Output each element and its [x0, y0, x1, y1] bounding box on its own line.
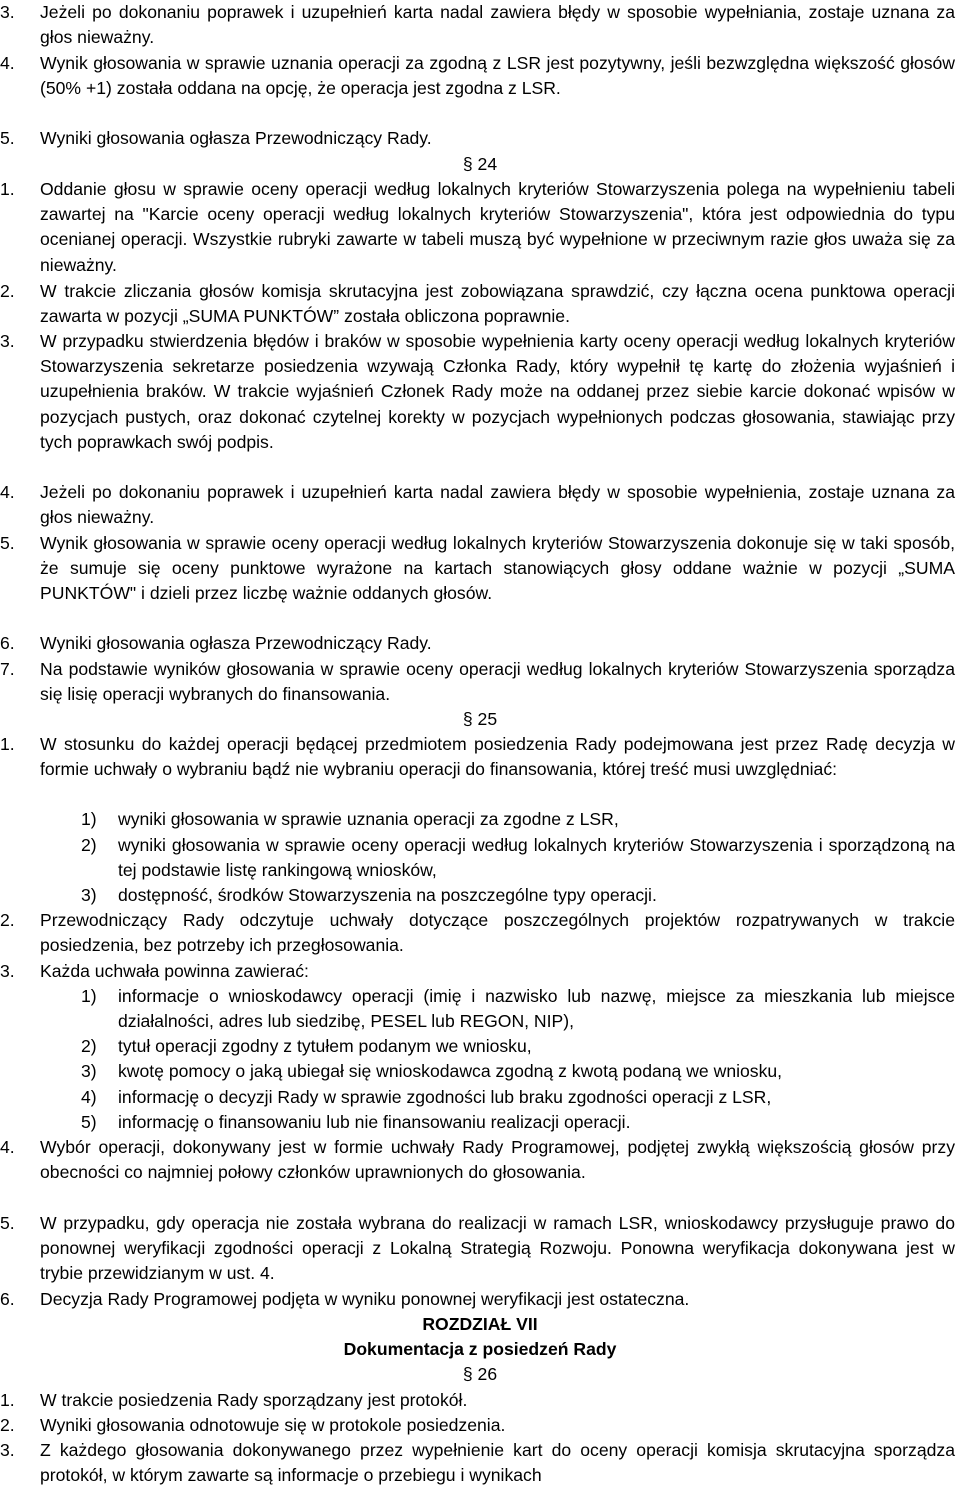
section-heading: § 25 — [462, 709, 498, 729]
item-number: 4. — [0, 1137, 15, 1157]
paragraph: W przypadku stwierdzenia błędów i braków w sposobie wypełnienia karty oceny operacji według lokalnych kryteriów Stowarzyszenia sekretarze posiedzenia wzywają Członka Rady, który wypełnił tę kartę do złożenia wyjaśnień i uzupełnienia braków. W trakcie wyjaśnień Członek Rady może na oddanej przez siebie karcie dokonać wpisów w pozycjach pustych, oraz dokonać czytelnej korekty w pozycjach wypełnionych podczas głosowania, stawiając przy tych poprawkach swój podpis. — [40, 331, 955, 452]
subitem-number: 1) — [81, 809, 97, 829]
paragraph: Wynik głosowania w sprawie uznania operacji za zgodną z LSR jest pozytywny, jeśli bezwzględna większość głosów (50% +1) została oddana na opcję, że operacja jest zgodna z LSR. — [40, 53, 955, 99]
chapter-subtitle: Dokumentacja z posiedzeń Rady — [343, 1339, 617, 1359]
subparagraph: informację o finansowaniu lub nie finansowaniu realizacji operacji. — [118, 1112, 631, 1132]
item-number: 7. — [0, 659, 15, 679]
item-number: 2. — [0, 1415, 15, 1435]
item-number: 3. — [0, 331, 15, 351]
item-number: 4. — [0, 482, 15, 502]
paragraph: Przewodniczący Rady odczytuje uchwały dotyczące poszczególnych projektów rozpatrywanych w trakcie posiedzenia, bez potrzeby ich przegłosowania. — [40, 910, 955, 956]
item-number: 3. — [0, 961, 15, 981]
item-number: 2. — [0, 910, 15, 930]
subitem-number: 2) — [81, 835, 97, 855]
section-heading: § 26 — [462, 1364, 498, 1384]
item-number: 3. — [0, 1440, 15, 1460]
paragraph: W stosunku do każdej operacji będącej przedmiotem posiedzenia Rady podejmowana jest przez Radę decyzja w formie uchwały o wybraniu bądź nie wybraniu operacji do finansowania, której treść musi uwzględniać: — [40, 734, 955, 780]
paragraph: Jeżeli po dokonaniu poprawek i uzupełnień karta nadal zawiera błędy w sposobie wypełnienia, zostaje uznana za głos nieważny. — [40, 482, 955, 528]
paragraph: Wyniki głosowania ogłasza Przewodniczący Rady. — [40, 633, 432, 653]
subparagraph: informacje o wnioskodawcy operacji (imię i nazwisko lub nazwę, miejsce za mieszkania lub miejsce działalności, adres lub siedzibę, PESEL lub REGON, NIP), — [118, 986, 955, 1032]
paragraph: Jeżeli po dokonaniu poprawek i uzupełnień karta nadal zawiera błędy w sposobie wypełniania, zostaje uznana za głos nieważny. — [40, 2, 955, 48]
item-number: 1. — [0, 1390, 15, 1410]
paragraph: Oddanie głosu w sprawie oceny operacji według lokalnych kryteriów Stowarzyszenia polega na wypełnieniu tabeli zawartej na "Karcie oceny operacji według lokalnych kryteriów Stowarzyszenia", która jest odpowiednia do typu ocenianej operacji. Wszystkie rubryki zawarte w tabeli muszą być wypełnione w przeciwnym razie głos uważa się za nieważny. — [40, 179, 955, 275]
item-number: 3. — [0, 2, 15, 22]
paragraph: Decyzja Rady Programowej podjęta w wyniku ponownej weryfikacji jest ostateczna. — [40, 1289, 690, 1309]
item-number: 6. — [0, 1289, 15, 1309]
paragraph: W przypadku, gdy operacja nie została wybrana do realizacji w ramach LSR, wnioskodawcy przysługuje prawo do ponownej weryfikacji zgodności operacji z Lokalną Strategią Rozwoju. Ponowna weryfikacja dokonywana jest w trybie przewidzianym w ust. 4. — [40, 1213, 955, 1284]
item-number: 5. — [0, 128, 15, 148]
subitem-number: 2) — [81, 1036, 97, 1056]
subitem-number: 4) — [81, 1087, 97, 1107]
item-number: 6. — [0, 633, 15, 653]
subparagraph: dostępność, środków Stowarzyszenia na poszczególne typy operacji. — [118, 885, 657, 905]
subitem-number: 1) — [81, 986, 97, 1006]
paragraph: W trakcie posiedzenia Rady sporządzany jest protokół. — [40, 1390, 468, 1410]
paragraph: Wyniki głosowania odnotowuje się w protokole posiedzenia. — [40, 1415, 506, 1435]
item-number: 4. — [0, 53, 15, 73]
chapter-title: ROZDZIAŁ VII — [422, 1314, 538, 1334]
item-number: 1. — [0, 734, 15, 754]
item-number: 1. — [0, 179, 15, 199]
subparagraph: wyniki głosowania w sprawie uznania operacji za zgodne z LSR, — [118, 809, 619, 829]
subparagraph: tytuł operacji zgodny z tytułem podanym we wniosku, — [118, 1036, 532, 1056]
item-number: 2. — [0, 281, 15, 301]
subitem-number: 5) — [81, 1112, 97, 1132]
subparagraph: kwotę pomocy o jaką ubiegał się wnioskodawca zgodną z kwotą podaną we wniosku, — [118, 1061, 783, 1081]
paragraph: W trakcie zliczania głosów komisja skrutacyjna jest zobowiązana sprawdzić, czy łączna ocena punktowa operacji zawarta w pozycji „SUMA PUNKTÓW” została obliczona poprawnie. — [40, 281, 955, 327]
section-heading: § 24 — [462, 154, 498, 174]
subparagraph: wyniki głosowania w sprawie oceny operacji według lokalnych kryteriów Stowarzyszenia i sporządzoną na tej podstawie listę rankingową wniosków, — [118, 835, 955, 881]
paragraph: Wynik głosowania w sprawie oceny operacji według lokalnych kryteriów Stowarzyszenia dokonuje się w taki sposób, że sumuje się oceny punktowe wyrażone na kartach stanowiących głosy oddane ważnie w pozycji „SUMA PUNKTÓW" i dzieli przez liczbę ważnie oddanych głosów. — [40, 533, 955, 604]
item-number: 5. — [0, 1213, 15, 1233]
subparagraph: informację o decyzji Rady w sprawie zgodności lub braku zgodności operacji z LSR, — [118, 1087, 772, 1107]
paragraph: Na podstawie wyników głosowania w sprawie oceny operacji według lokalnych kryteriów Stowarzyszenia sporządza się lisię operacji wybranych do finansowania. — [40, 659, 955, 705]
subitem-number: 3) — [81, 1061, 97, 1081]
paragraph: Każda uchwała powinna zawierać: — [40, 961, 309, 981]
paragraph: Wyniki głosowania ogłasza Przewodniczący Rady. — [40, 128, 432, 148]
subitem-number: 3) — [81, 885, 97, 905]
paragraph: Z każdego głosowania dokonywanego przez wypełnienie kart do oceny operacji komisja skrutacyjna sporządza protokół, w którym zawarte są informacje o przebiegu i wynikach — [40, 1440, 955, 1486]
paragraph: Wybór operacji, dokonywany jest w formie uchwały Rady Programowej, podjętej zwykłą większością głosów przy obecności co najmniej połowy członków uprawnionych do głosowania. — [40, 1137, 955, 1183]
item-number: 5. — [0, 533, 15, 553]
